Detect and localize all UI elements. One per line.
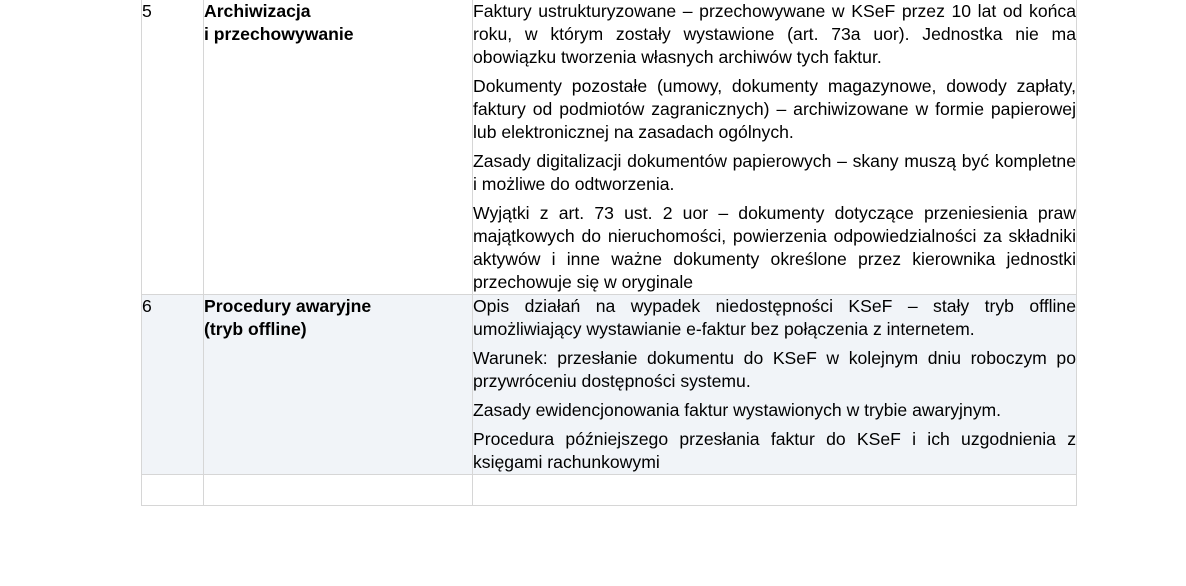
procedures-table [141, 0, 1077, 506]
row-description [473, 0, 1077, 295]
description-paragraph: Wyjątki z art. 73 ust. 2 uor – dokumenty dotyczące przeniesienia praw majątkowych do nieruchomości, powierzenia odpowiedzialności za składniki aktywów i inne ważne dokumenty określone przez kierownika jednostki przechowuje się w oryginale [473, 203, 1076, 292]
table-row [142, 295, 1077, 475]
row-title-line: Procedury awaryjne [204, 296, 372, 316]
row-title-line: Archiwizacja [204, 1, 311, 21]
description-paragraph: Dokumenty pozostałe (umowy, dokumenty magazynowe, dowody zapłaty, faktury od podmiotów zagranicznych) – archiwizowane w formie papierowej lub elektronicznej na zasadach ogólnych. [473, 76, 1076, 142]
description-paragraph: Warunek: przesłanie dokumentu do KSeF w kolejnym dniu roboczym po przywróceniu dostępności systemu. [473, 348, 1076, 391]
description-paragraph: Zasady digitalizacji dokumentów papierowych – skany muszą być kompletne i możliwe do odtworzenia. [473, 151, 1076, 194]
empty-cell [142, 475, 204, 506]
row-title [204, 295, 473, 475]
row-title-line: (tryb offline) [204, 319, 307, 339]
description-paragraph: Procedura późniejszego przesłania faktur do KSeF i ich uzgodnienia z księgami rachunkowymi [473, 429, 1076, 472]
description-paragraph: Zasady ewidencjonowania faktur wystawionych w trybie awaryjnym. [473, 400, 1002, 420]
empty-cell [204, 475, 473, 506]
row-number: 5 [142, 0, 204, 295]
row-title [204, 0, 473, 295]
description-paragraph: Faktury ustrukturyzowane – przechowywane w KSeF przez 10 lat od końca roku, w którym zostały wystawione (art. 73a uor). Jednostka nie ma obowiązku tworzenia własnych archiwów tych faktur. [473, 1, 1076, 67]
description-paragraph: Opis działań na wypadek niedostępności KSeF – stały tryb offline umożliwiający wystawianie e-faktur bez połączenia z internetem. [473, 296, 1076, 339]
empty-cell [473, 475, 1077, 506]
table-row-next [142, 475, 1077, 506]
table-row [142, 0, 1077, 295]
row-description [473, 295, 1077, 475]
row-title-line: i przechowywanie [204, 24, 354, 44]
row-number: 6 [142, 295, 204, 475]
